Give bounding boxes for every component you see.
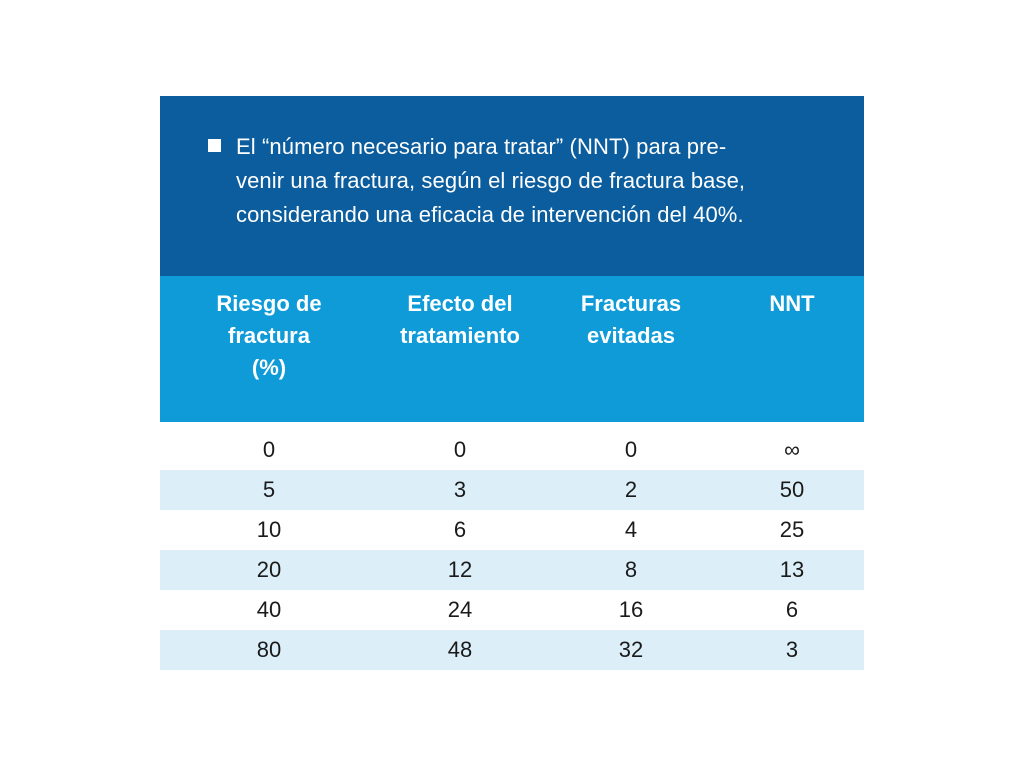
header-efecto: Efecto del tratamiento (400, 291, 520, 348)
cell-efecto: 6 (453, 517, 467, 542)
cell-riesgo: 0 (262, 437, 276, 462)
header-riesgo: Riesgo de fractura (%) (216, 291, 322, 380)
cell-efecto: 0 (453, 437, 467, 462)
cell-riesgo: 20 (256, 557, 282, 582)
cell-riesgo: 40 (256, 597, 282, 622)
caption-text (236, 130, 745, 232)
cell-nnt: 50 (779, 477, 805, 502)
cell-efecto: 24 (447, 597, 473, 622)
cell-fracturas: 8 (624, 557, 638, 582)
cell-nnt: 25 (779, 517, 805, 542)
caption-line-2: venir una fractura, según el riesgo de fractura base, (236, 168, 746, 193)
header-nnt: NNT (769, 291, 815, 316)
cell-nnt: 13 (779, 557, 805, 582)
cell-riesgo: 80 (256, 637, 282, 662)
cell-fracturas: 16 (618, 597, 644, 622)
cell-fracturas: 32 (618, 637, 644, 662)
table-header (160, 276, 864, 422)
cell-fracturas: 0 (624, 437, 638, 462)
cell-efecto: 3 (453, 477, 467, 502)
cell-riesgo: 5 (262, 477, 276, 502)
cell-efecto: 48 (447, 637, 473, 662)
cell-efecto: 12 (447, 557, 473, 582)
cell-fracturas: 4 (624, 517, 638, 542)
caption-line-1: El “número necesario para tratar” (NNT) para pre- (236, 134, 727, 159)
table-row (160, 510, 864, 550)
cell-nnt: ∞ (784, 437, 800, 462)
bullet-square-icon (208, 139, 221, 152)
table-row (160, 630, 864, 670)
caption-line-3: considerando una eficacia de intervención del 40%. (236, 202, 744, 227)
table-row (160, 550, 864, 590)
table-row (160, 590, 864, 630)
header-fracturas: Fracturas evitadas (580, 291, 682, 348)
table-row (160, 470, 864, 510)
nnt-table-figure (160, 96, 864, 670)
cell-fracturas: 2 (624, 477, 638, 502)
table-caption (160, 96, 864, 276)
cell-nnt: 6 (785, 597, 799, 622)
cell-riesgo: 10 (256, 517, 282, 542)
table-row (160, 430, 864, 470)
cell-nnt: 3 (785, 637, 799, 662)
table-body-spacer (160, 422, 864, 430)
